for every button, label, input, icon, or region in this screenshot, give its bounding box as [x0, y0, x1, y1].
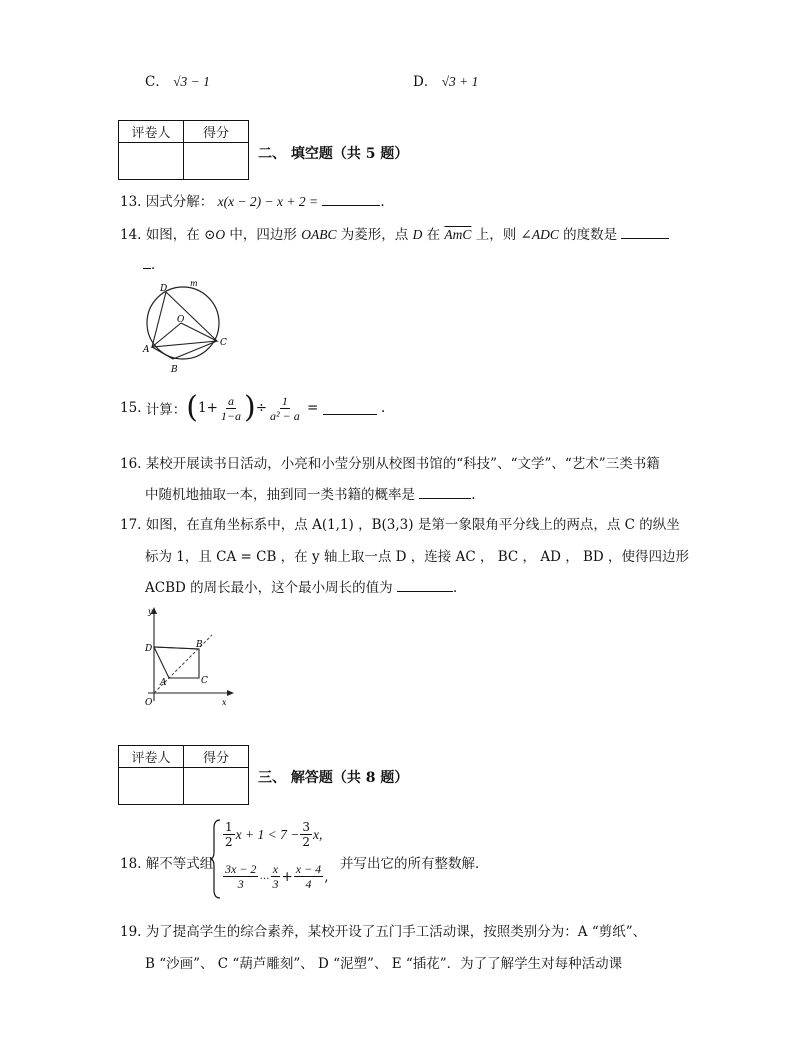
option-d-value: √3 + 1 — [441, 74, 479, 89]
label-o: O — [145, 698, 153, 708]
q18-r1-f2-den: 2 — [302, 835, 310, 849]
q18-r2-f2-num: x — [272, 862, 279, 876]
grader-header: 评卷人 — [119, 746, 184, 768]
q14-point: D — [412, 227, 423, 242]
option-c-label: C． — [145, 74, 169, 90]
q13-text: 因式分解： — [145, 194, 214, 210]
label-y: y — [148, 607, 153, 616]
q18-r2-frac2 — [270, 862, 280, 891]
q14-arc: $\overline{AmC}$ — [444, 227, 472, 242]
q18-r1-frac1 — [223, 820, 235, 849]
q17-text-3: ACBD 的周长最小，这个最小周长的值为 — [145, 580, 393, 596]
q15-frac-2 — [268, 394, 302, 423]
q17-number: 17. — [120, 517, 142, 533]
q14-text-f: 的度数是 — [558, 227, 618, 243]
q18-r2-end: , — [324, 868, 329, 885]
q14-line2 — [143, 253, 165, 273]
q18-text: 解不等式组 — [145, 856, 214, 872]
q15-frac1-den: 1−a — [220, 408, 242, 423]
score-header: 得分 — [184, 746, 249, 768]
q14-circle-letter: O — [215, 227, 226, 242]
question-15 — [120, 390, 386, 425]
question-16-line2 — [145, 483, 476, 503]
q14-number: 14. — [120, 227, 142, 243]
label-b: B — [196, 640, 203, 650]
q18-r2-rel: … — [259, 871, 270, 882]
label-d: D — [145, 644, 153, 654]
option-d-label: D． — [413, 74, 438, 90]
q16-text-1: 某校开展读书日活动，小亮和小莹分别从校图书馆的“科技”、“文学”、“艺术”三类书籍 — [145, 456, 660, 472]
section-3-title: 三、 解答题（共 8 题） — [258, 770, 409, 786]
q17-text-2: 标为 1，且 CA = CB ，在 y 轴上取一点 D ，连接 AC ， BC ， AD ， BD ，使得四边形 — [145, 549, 690, 565]
question-17-line3 — [145, 576, 457, 596]
question-19-line1 — [120, 920, 646, 940]
q14-text-d: 在 — [422, 227, 445, 243]
q18-r2-f2-den: 3 — [272, 877, 279, 891]
q14-angle: ADC — [531, 227, 559, 242]
segment-ab — [152, 347, 173, 359]
q15-frac2-den: a² − a — [270, 408, 300, 423]
option-d — [413, 70, 478, 90]
segment-db — [154, 647, 199, 649]
q15-frac1-num: a — [227, 393, 234, 408]
q14-quad: OABC — [301, 227, 337, 242]
q14-text-e: 上，则 ∠ — [471, 227, 532, 243]
grader-header: 评卷人 — [119, 121, 184, 143]
q13-end: . — [380, 194, 385, 210]
q13-expression: x(x − 2) − x + 2 = — [217, 194, 319, 209]
q15-answer-blank[interactable] — [323, 402, 377, 415]
section-2-title: 二、 填空题（共 5 题） — [258, 146, 409, 162]
label-x: x — [222, 698, 227, 707]
label-m: m — [190, 279, 198, 288]
q15-div: ÷ — [255, 400, 268, 416]
q18-number: 18. — [120, 856, 142, 872]
q18-brace — [210, 818, 222, 900]
quad-acbd — [154, 647, 199, 678]
label-a: A — [143, 345, 150, 355]
q18-r1-end: x, — [312, 826, 323, 842]
segment-bc — [173, 341, 217, 359]
q14-text-a: 如图，在 ⊙ — [145, 227, 216, 243]
q18-row-1 — [222, 820, 322, 849]
q14-answer-blank-tail[interactable] — [143, 256, 151, 269]
q18-r2-f1-den: 3 — [237, 877, 244, 891]
score-header: 得分 — [184, 121, 249, 143]
q16-answer-blank[interactable] — [419, 486, 471, 499]
q18-tail: 并写出它的所有整数解． — [340, 856, 489, 872]
q15-number: 15. — [120, 400, 142, 416]
q18-r2-f3-num: x − 4 — [295, 862, 322, 876]
score-table-3 — [118, 745, 249, 805]
q14-end: ． — [151, 257, 165, 273]
q16-number: 16. — [120, 456, 142, 472]
q17-figure — [140, 605, 240, 710]
label-c: C — [220, 338, 227, 348]
question-17-line2 — [145, 545, 689, 565]
q18-row-2 — [222, 862, 328, 891]
question-13 — [120, 190, 385, 210]
label-b: B — [171, 365, 178, 375]
q17-text-1: 如图，在直角坐标系中，点 A(1,1) ，B(3,3) 是第一象限角平分线上的两点，点 C 的纵坐 — [145, 517, 680, 533]
question-17-line1 — [120, 513, 680, 533]
score-table-2 — [118, 120, 249, 180]
q17-end: . — [452, 580, 458, 596]
q15-paren-left: ( — [186, 390, 198, 425]
q13-number: 13. — [120, 194, 142, 210]
q15-end: . — [380, 400, 386, 416]
q19-text-1: 为了提高学生的综合素养，某校开设了五门手工活动课，按照类别分为：A “剪纸”、 — [145, 924, 647, 940]
grader-cell[interactable] — [119, 768, 184, 805]
q13-answer-blank[interactable] — [322, 193, 380, 206]
q18-r1-f1-num: 1 — [225, 820, 233, 834]
q15-text: 计算： — [145, 402, 187, 418]
q18-r2-f3-den: 4 — [305, 877, 312, 891]
q18-r1-mid: x + 1 < 7 − — [235, 826, 300, 842]
q15-frac2-num: 1 — [281, 393, 288, 408]
q14-figure — [138, 278, 238, 376]
q18-r2-plus: + — [281, 868, 293, 885]
question-16-line1 — [120, 452, 660, 472]
score-cell[interactable] — [184, 768, 249, 805]
option-c-value: √3 − 1 — [173, 74, 210, 89]
q17-answer-blank[interactable] — [397, 579, 453, 592]
label-o: O — [177, 315, 185, 325]
q16-text-2: 中随机地抽取一本，抽到同一类书籍的概率是 — [145, 487, 415, 503]
score-cell[interactable] — [184, 143, 249, 180]
q15-eq: = — [307, 400, 319, 416]
x-axis-arrow — [227, 690, 234, 696]
q18-r2-frac1 — [223, 862, 258, 891]
q18-r1-f1-den: 2 — [225, 835, 233, 849]
q15-frac-1 — [219, 394, 243, 423]
label-c: C — [201, 676, 208, 686]
q18-r2-frac3 — [294, 862, 323, 891]
q16-end: . — [471, 487, 476, 503]
label-a: A — [160, 678, 167, 688]
question-14 — [120, 223, 669, 243]
q14-text-c: 为菱形，点 — [336, 227, 413, 243]
grader-cell[interactable] — [119, 143, 184, 180]
option-c — [145, 70, 210, 90]
segment-da — [152, 292, 166, 347]
q15-one: 1+ — [198, 400, 218, 416]
q19-text-2: B “沙画”、 C “葫芦雕刻”、 D “泥塑”、 E “插花”．为了了解学生对每种活动课 — [145, 956, 623, 972]
q14-text-b: 中，四边形 — [225, 227, 302, 243]
question-19-line2 — [145, 952, 622, 972]
q14-answer-blank[interactable] — [621, 226, 669, 239]
q15-paren-right: ) — [244, 390, 256, 425]
q18-r2-f1-num: 3x − 2 — [225, 862, 257, 876]
rhombus-side-oa-oc — [152, 323, 217, 347]
q19-number: 19. — [120, 924, 142, 940]
q18-r1-frac2 — [300, 820, 312, 849]
q18-r1-f2-num: 3 — [302, 820, 310, 834]
question-18-label — [120, 852, 213, 872]
label-d: D — [160, 284, 168, 294]
